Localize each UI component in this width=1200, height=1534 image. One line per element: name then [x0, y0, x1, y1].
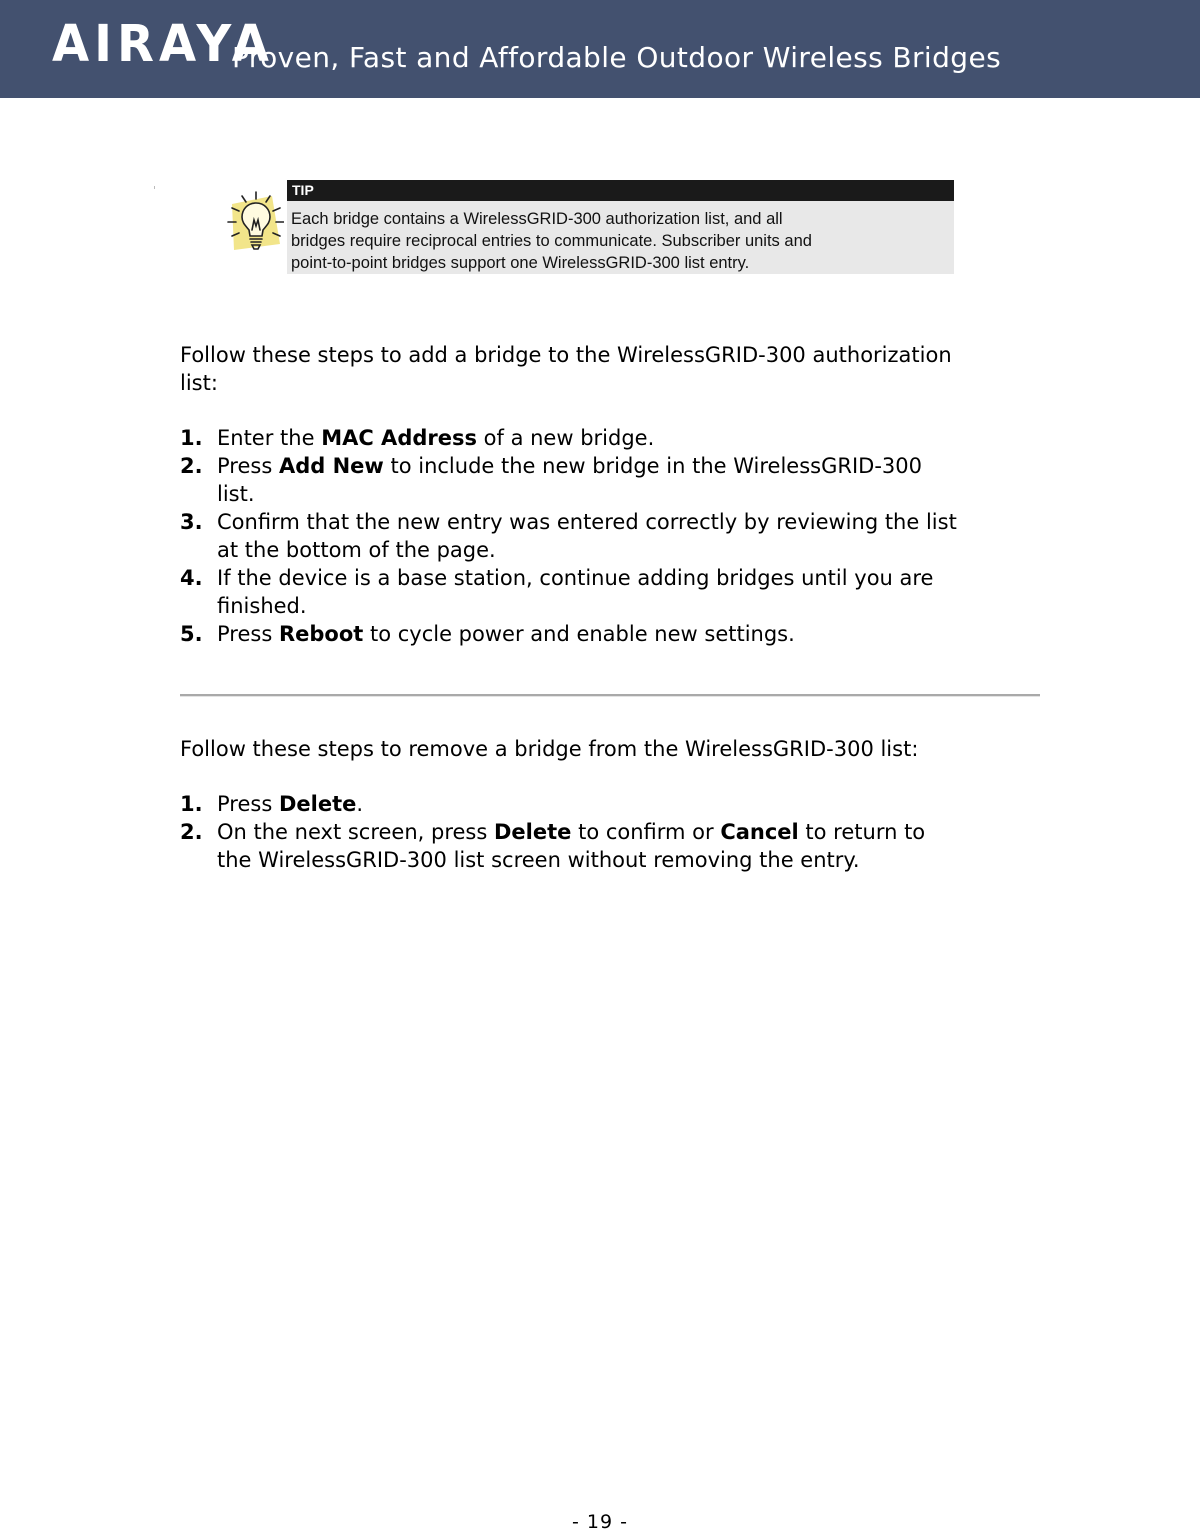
brand-logo: AIRAYA [52, 14, 274, 74]
step-number: 2. [180, 820, 203, 844]
step-text: to include the new bridge in the WirelessGRID-300 [383, 454, 922, 478]
section-divider [180, 694, 1040, 697]
step-keyword: MAC Address [321, 426, 477, 450]
step-text: to confirm or [571, 820, 721, 844]
step-text: list. [217, 482, 255, 506]
list-item [180, 508, 1040, 564]
page-header [0, 0, 1200, 98]
add-bridge-intro [180, 341, 1040, 397]
list-item [180, 790, 1040, 818]
add-bridge-steps [180, 424, 1040, 648]
intro-line: Follow these steps to add a bridge to the WirelessGRID-300 authorization [180, 343, 952, 367]
remove-bridge-steps [180, 790, 1040, 874]
step-text: at the bottom of the page. [217, 538, 496, 562]
remove-bridge-intro [180, 735, 1040, 763]
step-keyword: Delete [278, 792, 357, 816]
tip-line: bridges require reciprocal entries to communicate. Subscriber units and [291, 232, 812, 250]
tip-line: point-to-point bridges support one WirelessGRID-300 list entry. [291, 254, 750, 272]
step-number: 1. [180, 792, 203, 816]
list-item [180, 424, 1040, 452]
step-text: to return to [798, 820, 926, 844]
step-text: of a new bridge. [476, 426, 655, 450]
step-keyword: Reboot [278, 622, 364, 646]
list-item [180, 818, 1040, 874]
step-text: Press [217, 792, 279, 816]
tip-text [287, 201, 954, 274]
step-text: . [356, 792, 364, 816]
lightbulb-icon [222, 190, 284, 256]
intro-line: list: [180, 371, 218, 395]
step-text: Press [217, 454, 279, 478]
list-item [180, 564, 1040, 620]
step-text: If the device is a base station, continue adding bridges until you are [217, 566, 934, 590]
stray-mark [154, 186, 155, 189]
step-number: 5. [180, 622, 203, 646]
step-number: 1. [180, 426, 203, 450]
step-keyword: Cancel [720, 820, 799, 844]
list-item [180, 452, 1040, 508]
intro-line: Follow these steps to remove a bridge from the WirelessGRID-300 list: [180, 737, 919, 761]
step-text: Press [217, 622, 279, 646]
tip-callout [287, 180, 954, 274]
step-keyword: Add New [278, 454, 384, 478]
page-number: - 19 - [572, 1511, 628, 1533]
step-text: to cycle power and enable new settings. [363, 622, 795, 646]
header-tagline: Proven, Fast and Affordable Outdoor Wireless Bridges [232, 41, 1002, 74]
tip-title: TIP [287, 180, 954, 201]
step-text: finished. [217, 594, 307, 618]
step-text: Enter the [217, 426, 322, 450]
step-text: On the next screen, press [217, 820, 494, 844]
step-number: 3. [180, 510, 203, 534]
step-text: Confirm that the new entry was entered correctly by reviewing the list [217, 510, 957, 534]
list-item [180, 620, 1040, 648]
tip-line: Each bridge contains a WirelessGRID-300 authorization list, and all [291, 210, 783, 228]
step-text: the WirelessGRID-300 list screen without removing the entry. [217, 848, 860, 872]
step-keyword: Delete [494, 820, 572, 844]
step-number: 4. [180, 566, 203, 590]
step-number: 2. [180, 454, 203, 478]
